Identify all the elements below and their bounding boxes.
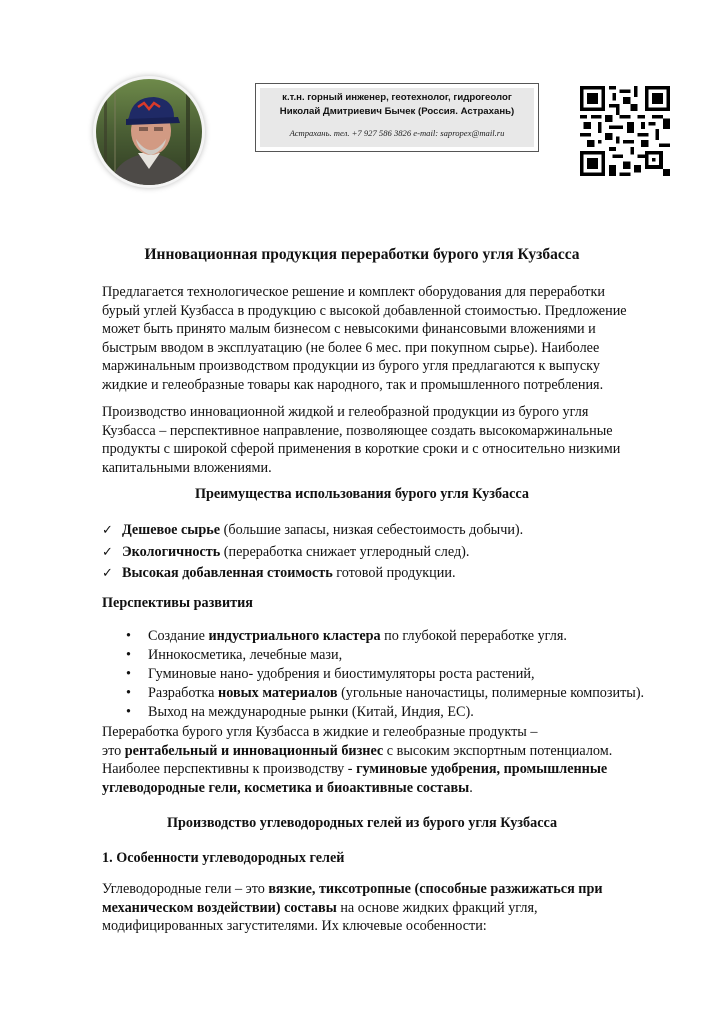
list-item (128, 646, 644, 665)
perspectives-heading: Перспективы развития (102, 595, 253, 611)
author-credentials: к.т.н. горный инженер, геотехнолог, гидрогеолог (282, 92, 512, 103)
summary-text: с высоким экспортным потенциалом. (383, 742, 613, 759)
item-text: Выход на международные рынки (Китай, Индия, ЕС). (148, 704, 474, 720)
advantage-text: (переработка снижает углеродный след). (220, 543, 470, 560)
intro-paragraph-1: Предлагается технологическое решение и комплект оборудования для переработки бурый углей Кузбасса в продукцию с высокой добавленной стоимостью. Предложение может быть принято малым бизнесом с невысокими финансовыми вложениями и быстрым вводом в эксплуатацию (не более 6 мес. при покупном сырье). Наиболее маржинальным производством продукции из бурого угля предлагаются к выпуску жидкие и гелеобразные товары как народного, так и промышленного потребления. (102, 284, 627, 393)
paragraph-text: на основе жидких фракций угля, модифицированных загустителями. Их ключевые особенности: (102, 899, 538, 934)
author-photo (96, 79, 202, 185)
advantage-bold: Дешевое сырье (122, 522, 221, 538)
author-portrait-icon (96, 79, 202, 185)
list-item (128, 665, 644, 684)
gels-section-heading: Производство углеводородных гелей из бурого угля Кузбасса (166, 815, 558, 831)
paragraph-bold: вязкие, тиксотропные (способные разжижаться при механическом воздействии) составы (102, 881, 603, 916)
gels-features-heading: 1. Особенности углеводородных гелей (102, 850, 345, 866)
item-text: Создание (148, 628, 209, 644)
list-item (128, 627, 644, 646)
page-title: Инновационная продукция переработки бурого угля Кузбасса (144, 246, 580, 263)
advantage-text: готовой продукции. (332, 565, 456, 581)
gels-features-paragraph (102, 880, 642, 936)
summary-bold: гуминовые удобрения, промышленные углеводородные гели, косметика и биоактивные составы (102, 761, 608, 796)
advantage-bold: Экологичность (122, 543, 221, 560)
summary-line-1: Переработка бурого угля Кузбасса в жидкие и гелеобразные продукты – (102, 724, 538, 740)
list-item (128, 684, 644, 703)
author-info-card (255, 83, 539, 152)
author-name: Николай Дмитриевич Бычек (Россия. Астрахань) (279, 106, 515, 117)
summary-text: это (102, 742, 125, 759)
list-item (102, 542, 523, 564)
item-text: Иннокосметика, лечебные мази, (148, 647, 343, 663)
list-item (102, 563, 523, 585)
advantages-heading: Преимущества использования бурого угля Кузбасса (194, 486, 529, 502)
advantage-bold: Высокая добавленная стоимость (122, 565, 333, 581)
perspectives-list (128, 627, 644, 722)
author-info-card-inner (260, 88, 534, 147)
list-item (128, 703, 644, 722)
item-bold: индустриального кластера (208, 628, 381, 644)
advantages-list (102, 520, 523, 585)
item-text: (угольные наночастицы, полимерные композиты). (337, 685, 645, 701)
summary-text: . (469, 779, 473, 796)
item-text: Разработка (148, 685, 219, 701)
qr-code-icon (580, 86, 670, 176)
paragraph-text: Углеводородные гели – это (102, 881, 269, 897)
summary-paragraph (102, 723, 642, 797)
item-text: Гуминовые нано- удобрения и биостимуляторы роста растений, (148, 666, 535, 682)
checkmark-icon: ✓ (102, 523, 113, 538)
checkmark-icon: ✓ (102, 544, 113, 560)
summary-text: Наиболее перспективны к производству - (102, 761, 357, 777)
item-bold: новых материалов (218, 685, 338, 701)
item-text: по глубокой переработке угля. (380, 628, 567, 644)
author-contacts: Астрахань. тел. +7 927 586 3826 e-mail: sapropex@mail.ru (289, 128, 505, 138)
summary-bold: рентабельный и инновационный бизнес (124, 742, 384, 759)
advantage-text: (большие запасы, низкая себестоимость добычи). (220, 522, 524, 538)
checkmark-icon: ✓ (102, 566, 113, 581)
intro-paragraph-2: Производство инновационной жидкой и гелеобразной продукции из бурого угля Кузбасса – перспективное направление, позволяющее создать высокомаржинальные продукты с широкой сферой применения в короткие сроки и с относительно низкими капитальными вложениями. (102, 404, 621, 476)
list-item (102, 520, 523, 542)
